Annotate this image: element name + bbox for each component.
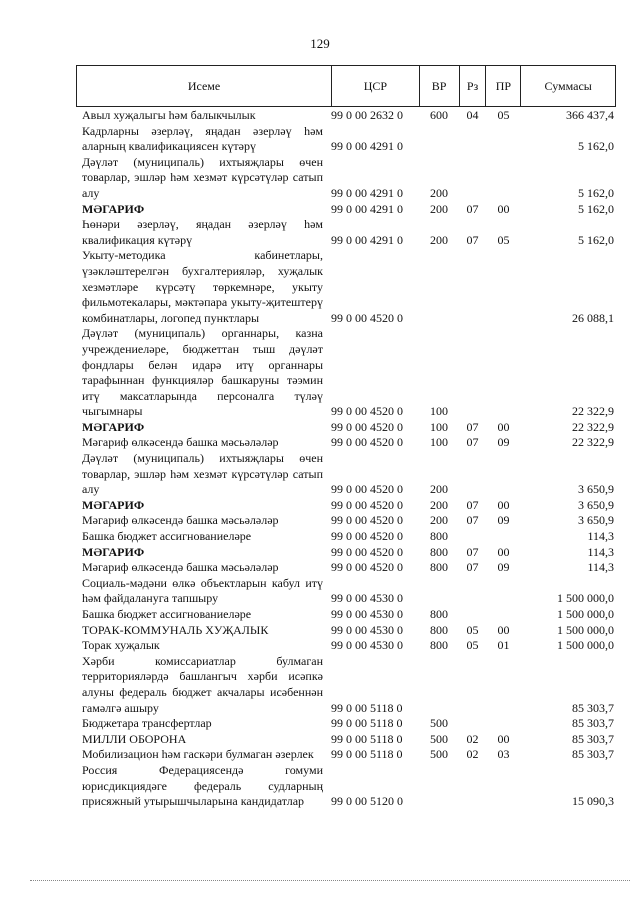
row-name: Һөнәри әзерләү, яңадан әзерләү һәм квалификация күтәрү xyxy=(82,217,323,247)
row-vr: 800 xyxy=(430,622,448,637)
row-csr: 99 0 00 5118 0 xyxy=(331,700,403,715)
table-row xyxy=(76,420,616,436)
row-vr: 600 xyxy=(430,108,448,122)
table-row xyxy=(76,654,616,716)
header-rz: Рз xyxy=(459,66,486,106)
table-row xyxy=(76,451,616,498)
table-row xyxy=(76,217,616,248)
row-csr: 99 0 00 2632 0 xyxy=(331,108,403,122)
row-sum: 5 162,0 xyxy=(578,185,614,200)
table-row xyxy=(76,560,616,576)
row-name: Дәүләт (муниципаль) ихтыяҗлары өчен товарлар, эшләр һәм хезмәт күрсәтүләр сатып алу xyxy=(82,451,323,497)
row-pr: 00 xyxy=(497,544,510,559)
row-csr: 99 0 00 4291 0 xyxy=(331,185,403,200)
row-name: Башка бюджет ассигнованиеләре xyxy=(82,607,252,621)
row-sum: 114,3 xyxy=(587,529,614,544)
row-sum: 15 090,3 xyxy=(572,794,614,809)
row-vr: 100 xyxy=(430,435,448,450)
row-sum: 1 500 000,0 xyxy=(557,638,614,653)
row-name: Мәгариф өлкәсендә башка мәсьәләләр xyxy=(82,560,279,575)
row-name: Мобилизацион һәм гаскәри булмаган әзерлек xyxy=(82,747,314,762)
row-pr: 05 xyxy=(497,108,510,122)
row-sum: 5 162,0 xyxy=(578,139,614,154)
table-row xyxy=(76,716,616,732)
row-csr: 99 0 00 4520 0 xyxy=(331,544,403,559)
row-csr: 99 0 00 4291 0 xyxy=(331,232,403,247)
row-vr: 200 xyxy=(430,482,448,497)
row-csr: 99 0 00 4530 0 xyxy=(331,607,403,621)
table-header xyxy=(76,65,616,107)
row-csr: 99 0 00 4520 0 xyxy=(331,497,403,512)
row-vr: 800 xyxy=(430,529,448,544)
table-row xyxy=(76,202,616,218)
row-pr: 00 xyxy=(497,419,510,434)
header-name: Исеме xyxy=(187,78,221,93)
header-csr: ЦСР xyxy=(331,66,419,106)
table-row xyxy=(76,545,616,561)
row-pr: 09 xyxy=(497,560,510,575)
header-sum: Суммасы xyxy=(520,66,615,106)
row-pr: 00 xyxy=(497,731,510,746)
table-row xyxy=(76,513,616,529)
row-sum: 85 303,7 xyxy=(572,731,614,746)
row-name: Мәгариф өлкәсендә башка мәсьәләләр xyxy=(82,435,279,450)
row-rz: 07 xyxy=(466,201,479,216)
row-sum: 3 650,9 xyxy=(578,497,614,512)
row-csr: 99 0 00 5118 0 xyxy=(331,716,403,731)
row-rz: 07 xyxy=(466,232,479,247)
table-row xyxy=(76,124,616,155)
table-row xyxy=(76,576,616,607)
row-sum: 26 088,1 xyxy=(572,310,614,325)
row-name: Авыл хуҗалыгы һәм балыкчылык xyxy=(82,108,256,122)
table-body xyxy=(76,108,616,810)
row-name: Башка бюджет ассигнованиеләре xyxy=(82,529,252,544)
row-pr: 09 xyxy=(497,435,510,450)
table-row xyxy=(76,155,616,202)
table-row xyxy=(76,623,616,639)
row-name: МӘГАРИФ xyxy=(82,497,145,512)
row-vr: 200 xyxy=(430,232,448,247)
row-rz: 02 xyxy=(466,747,479,762)
row-sum: 5 162,0 xyxy=(578,201,614,216)
row-csr: 99 0 00 5118 0 xyxy=(331,731,403,746)
row-rz: 04 xyxy=(466,108,479,122)
row-name: Кадрларны әзерләү, яңадан әзерләү һәм аларның квалификациясен күтәрү xyxy=(82,123,323,154)
bottom-divider xyxy=(30,880,630,881)
row-pr: 09 xyxy=(497,513,510,528)
row-vr: 100 xyxy=(430,419,448,434)
row-rz: 07 xyxy=(466,544,479,559)
row-vr: 200 xyxy=(430,513,448,528)
row-rz: 05 xyxy=(466,638,479,653)
row-name: Мәгариф өлкәсендә башка мәсьәләләр xyxy=(82,513,279,528)
table-row xyxy=(76,732,616,748)
page-number: 129 xyxy=(310,36,330,51)
row-pr: 00 xyxy=(497,497,510,512)
table-row xyxy=(76,763,616,810)
table-row xyxy=(76,747,616,763)
header-pr: ПР xyxy=(485,66,520,106)
row-pr: 01 xyxy=(497,638,510,653)
table-row xyxy=(76,435,616,451)
table-row xyxy=(76,607,616,623)
row-sum: 366 437,4 xyxy=(566,108,614,122)
row-vr: 800 xyxy=(430,607,448,621)
table-row xyxy=(76,529,616,545)
row-vr: 800 xyxy=(430,560,448,575)
table-row xyxy=(76,498,616,514)
row-csr: 99 0 00 5120 0 xyxy=(331,794,403,809)
row-name: МӘГАРИФ xyxy=(82,201,145,216)
row-vr: 500 xyxy=(430,747,448,762)
table-row xyxy=(76,248,616,326)
row-pr: 05 xyxy=(497,232,510,247)
row-name: Дәүләт (муниципаль) органнары, казна учреждениеләре, бюджеттан тыш дәүләт фондлары белән идарә итү органнары тарафыннан функцияләр башкаруны тәэмин итү максатларында персоналга түләү чыгымнары xyxy=(82,326,323,419)
row-rz: 07 xyxy=(466,435,479,450)
row-csr: 99 0 00 4520 0 xyxy=(331,435,403,450)
row-sum: 1 500 000,0 xyxy=(557,591,614,606)
row-vr: 500 xyxy=(430,731,448,746)
row-sum: 3 650,9 xyxy=(578,482,614,497)
row-rz: 07 xyxy=(466,560,479,575)
row-csr: 99 0 00 4520 0 xyxy=(331,310,403,325)
row-csr: 99 0 00 4520 0 xyxy=(331,404,403,419)
row-csr: 99 0 00 4530 0 xyxy=(331,638,403,653)
row-csr: 99 0 00 4520 0 xyxy=(331,482,403,497)
row-name: Россия Федерациясендә гомуми юрисдикциядәге федераль судларның присяжный утырышчыларына кандидатлар xyxy=(82,762,323,809)
row-sum: 1 500 000,0 xyxy=(557,607,614,621)
row-name: МӘГАРИФ xyxy=(82,419,145,434)
table-row xyxy=(76,326,616,420)
row-pr: 00 xyxy=(497,201,510,216)
table-row xyxy=(76,108,616,124)
row-name: МИЛЛИ ОБОРОНА xyxy=(82,731,187,746)
table-row xyxy=(76,638,616,654)
row-sum: 22 322,9 xyxy=(572,435,614,450)
row-vr: 200 xyxy=(430,497,448,512)
row-sum: 85 303,7 xyxy=(572,716,614,731)
row-sum: 3 650,9 xyxy=(578,513,614,528)
row-sum: 85 303,7 xyxy=(572,747,614,762)
row-name: Бюджетара трансфертлар xyxy=(82,716,212,731)
row-vr: 800 xyxy=(430,544,448,559)
row-csr: 99 0 00 5118 0 xyxy=(331,747,403,762)
row-pr: 00 xyxy=(497,622,510,637)
row-name: Социаль-мәдәни өлкә объектларын кабул итү һәм файдалануга тапшыру xyxy=(82,575,323,606)
row-sum: 22 322,9 xyxy=(572,419,614,434)
row-vr: 500 xyxy=(430,716,448,731)
row-rz: 07 xyxy=(466,513,479,528)
row-csr: 99 0 00 4530 0 xyxy=(331,591,403,606)
row-vr: 100 xyxy=(430,404,448,419)
row-rz: 07 xyxy=(466,497,479,512)
row-name: Дәүләт (муниципаль) ихтыяҗлары өчен товарлар, эшләр һәм хезмәт күрсәтүләр сатып алу xyxy=(82,154,323,200)
row-sum: 85 303,7 xyxy=(572,700,614,715)
row-csr: 99 0 00 4291 0 xyxy=(331,201,403,216)
row-sum: 1 500 000,0 xyxy=(557,622,614,637)
row-csr: 99 0 00 4520 0 xyxy=(331,513,403,528)
row-csr: 99 0 00 4520 0 xyxy=(331,419,403,434)
row-name: МӘГАРИФ xyxy=(82,544,145,559)
header-vr: ВР xyxy=(419,66,459,106)
row-rz: 07 xyxy=(466,419,479,434)
row-pr: 03 xyxy=(497,747,510,762)
row-vr: 200 xyxy=(430,185,448,200)
row-sum: 22 322,9 xyxy=(572,404,614,419)
row-sum: 114,3 xyxy=(587,560,614,575)
row-csr: 99 0 00 4530 0 xyxy=(331,622,403,637)
row-csr: 99 0 00 4520 0 xyxy=(331,560,403,575)
row-vr: 200 xyxy=(430,201,448,216)
row-vr: 800 xyxy=(430,638,448,653)
row-rz: 05 xyxy=(466,622,479,637)
row-csr: 99 0 00 4291 0 xyxy=(331,139,403,154)
row-name: Укыту-методика кабинетлары, үзәкләштерелгән бухгалтерияләр, хуҗалык хезмәтләре күрсәтү төркемнәре, укыту фильмотекалары, мәктәпара укыту-җитештерү комбинатлары, логопед пунктлары xyxy=(82,248,323,325)
row-sum: 5 162,0 xyxy=(578,232,614,247)
row-name: ТОРАК-КОММУНАЛЬ ХУҖАЛЫК xyxy=(82,622,269,637)
row-name: Хәрби комиссариатлар булмаган территорияләрдә башлангыч хәрби исәпкә алуны федераль бюджет акчалары исәбеннән гамәлгә ашыру xyxy=(82,653,323,715)
row-sum: 114,3 xyxy=(587,544,614,559)
row-csr: 99 0 00 4520 0 xyxy=(331,529,403,544)
row-rz: 02 xyxy=(466,731,479,746)
row-name: Торак хуҗалык xyxy=(82,638,160,653)
